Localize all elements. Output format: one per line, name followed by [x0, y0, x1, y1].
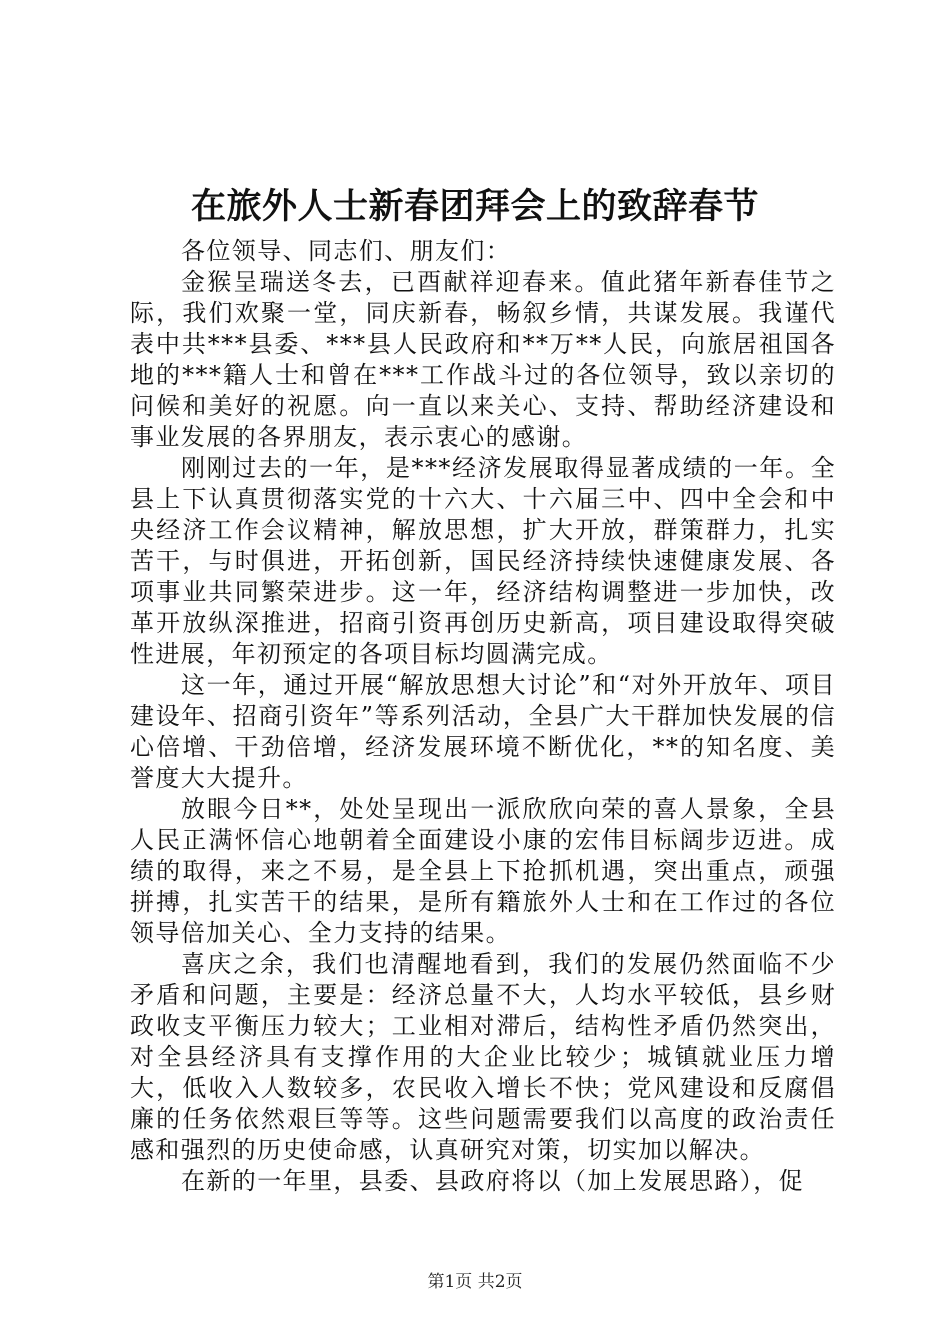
paragraph-problems: 喜庆之余，我们也清醒地看到，我们的发展仍然面临不少矛盾和问题，主要是：经济总量不大，人均水平较低，县乡财政收支平衡压力较大；工业相对滞后，结构性矛盾仍然突出，对全县经济具有支撑作用的大企业比较少；城镇就业压力增大，低收入人数较多，农民收入增长不快；党风建设和反腐倡廉的任务依然艰巨等等。这些问题需要我们以高度的政治责任感和强烈的历史使命感，认真研究对策，切实加以解决。	[130, 950, 836, 1164]
paragraph-outlook: 放眼今日**，处处呈现出一派欣欣向荣的喜人景象，全县人民正满怀信心地朝着全面建设小康的宏伟目标阔步迈进。成绩的取得，来之不易，是全县上下抢抓机遇，突出重点，顽强拼搏，扎实苦干的结果，是所有籍旅外人士和在工作过的各位领导倍加关心、全力支持的结果。	[130, 795, 836, 947]
document-body	[130, 236, 836, 1197]
paragraph-new-year: 在新的一年里，县委、县政府将以（加上发展思路），促	[181, 1167, 804, 1195]
page-number-footer: 第1页 共2页	[427, 1272, 523, 1292]
paragraph-review: 刚刚过去的一年，是***经济发展取得显著成绩的一年。全县上下认真贯彻落实党的十六大、十六届三中、四中全会和中央经济工作会议精神，解放思想，扩大开放，群策群力，扎实苦干，与时俱进，开拓创新，国民经济持续快速健康发展、各项事业共同繁荣进步。这一年，经济结构调整进一步加快，改革开放纵深推进，招商引资再创历史新高，项目建设取得突破性进展，年初预定的各项目标均圆满完成。	[130, 454, 836, 668]
paragraph-campaign: 这一年，通过开展“解放思想大讨论”和“对外开放年、项目建设年、招商引资年”等系列活动，全县广大干群加快发展的信心倍增、干劲倍增，经济发展环境不断优化，**的知名度、美誉度大大提升。	[130, 671, 836, 792]
salutation: 各位领导、同志们、朋友们：	[181, 237, 512, 265]
paragraph-greeting: 金猴呈瑞送冬去，已酉献祥迎春来。值此猪年新春佳节之际，我们欢聚一堂，同庆新春，畅叙乡情，共谋发展。我谨代表中共***县委、***县人民政府和**万**人民，向旅居祖国各地的***籍人士和曾在***工作战斗过的各位领导，致以亲切的问候和美好的祝愿。向一直以来关心、支持、帮助经济建设和事业发展的各界朋友，表示衷心的感谢。	[130, 268, 836, 451]
document-title: 在旅外人士新春团拜会上的致辞春节	[190, 186, 759, 227]
